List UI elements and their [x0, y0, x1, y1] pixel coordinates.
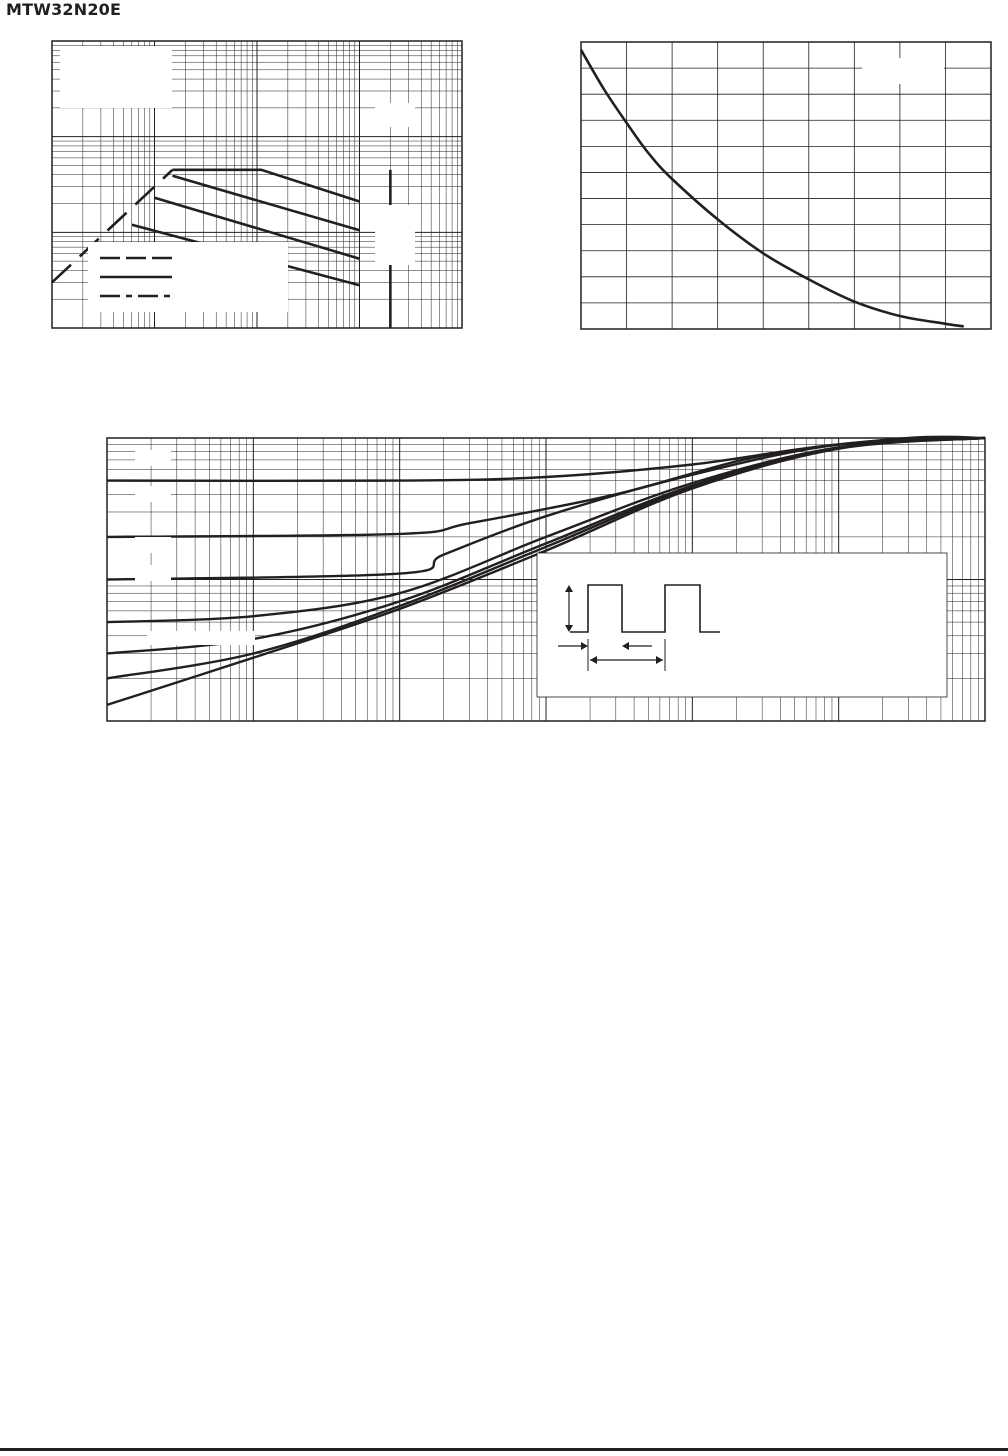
page-title: MTW32N20E [6, 0, 122, 19]
derating-frame [581, 42, 991, 329]
inset-box [537, 553, 947, 697]
soa-decor [60, 46, 415, 312]
thermal-decor [135, 450, 947, 697]
derating-series-1 [581, 50, 964, 327]
thermal-label-pad [135, 565, 171, 581]
thermal-label-pad [147, 631, 255, 645]
thermal-inset [537, 553, 947, 697]
soa-label-pad [60, 46, 172, 108]
derating-grid [581, 42, 991, 329]
safe-operating-area-chart [40, 30, 480, 340]
derating-curves [581, 50, 964, 327]
derating-label-pad [862, 58, 944, 84]
thermal-label-pad [135, 450, 171, 466]
soa-series-3 [173, 176, 360, 231]
derating-chart [570, 30, 1000, 340]
footer-rule [0, 1448, 1008, 1451]
thermal-label-pad [135, 486, 171, 502]
soa-label-pad [375, 103, 415, 127]
derating-decor [862, 58, 944, 84]
soa-label-pad [375, 205, 415, 265]
thermal-response-chart [95, 425, 995, 730]
thermal-label-pad [135, 537, 171, 553]
